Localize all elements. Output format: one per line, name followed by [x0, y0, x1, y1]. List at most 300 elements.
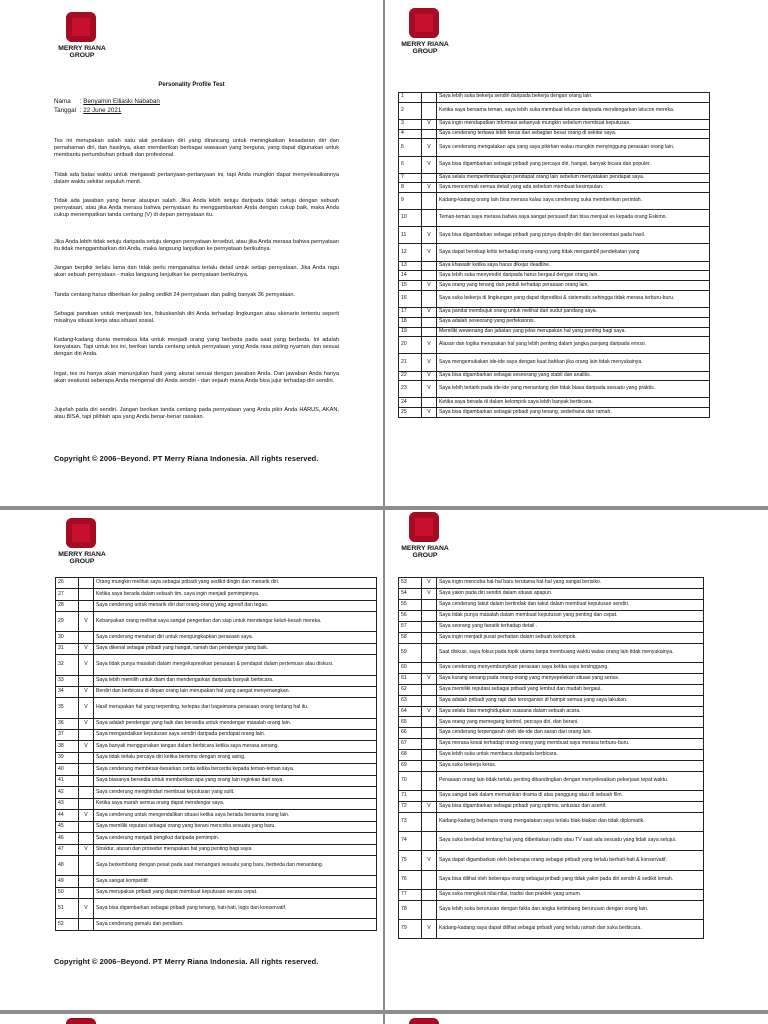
statement-number: 73 — [399, 813, 422, 832]
table-row — [399, 398, 710, 408]
statement-text: Ketika saya bersama teman, saya lebih suka membuat lelucon daripada mendengarkan lelucon mereka. — [437, 102, 710, 119]
date-label: Tanggal — [54, 107, 77, 114]
statement-text: Saya suka bekerja di lingkungan yang dapat diprediksi & sistematis sehingga tidak merasa terburu-buru. — [437, 290, 710, 307]
statement-number: 65 — [399, 717, 422, 728]
statement-text: Saya ingin menjadi pusat perhatian dalam sebuah kelompok. — [437, 632, 704, 643]
statement-number: 46 — [56, 833, 79, 844]
check-mark: V — [422, 119, 437, 129]
check-mark — [422, 728, 437, 739]
statement-number: 75 — [399, 851, 422, 870]
check-mark — [422, 832, 437, 851]
check-mark — [422, 695, 437, 706]
statement-number: 6 — [399, 156, 422, 173]
instruction-paragraph: Ingat, tes ini hanya akan menunjukan hasil yang akurat sesuai dengan jawaban Anda. Dan jawaban Anda hanya akan seakurat seberapa Anda mengenal diri Anda sendiri - dan sejauh mana Anda bisa jujur terhadap diri sendiri. — [54, 371, 339, 385]
statement-text: Alasan dan logika merupakan hal yang lebih penting dalam jangka panjang daripada emosi. — [437, 337, 710, 354]
check-mark — [79, 856, 94, 876]
table-row — [399, 791, 704, 802]
statement-text: Saya bisa digambarkan sebagai seseorang yang stabil dan analitis. — [437, 371, 710, 381]
statement-number: 72 — [399, 802, 422, 813]
statement-number: 67 — [399, 739, 422, 750]
check-mark — [422, 684, 437, 695]
table-row — [399, 851, 704, 870]
statement-number: 23 — [399, 381, 422, 398]
statement-number: 1 — [399, 93, 422, 103]
page-items-1-25 — [385, 0, 768, 506]
statement-text: Saya cenderung pemalu dan pendiam. — [94, 919, 377, 930]
statement-text: Saya lebih suka untuk membaca daripada berbicara. — [437, 750, 704, 761]
statement-text: Saya cenderung takut dalam bertindak dan takut dalam membuat keputusan sendiri. — [437, 599, 704, 610]
instruction-paragraph: Tidak ada jawaban yang benar ataupun salah. Jika Anda lebih setuju daripada tidak setuju dengan sebuah pernyataan, atau jika Anda merasa bahwa pernyataan itu menggambarkan Anda dengan cukup baik, maka Anda cukup menempatkan tanda centang (V) di depan pernyataan itu. — [54, 198, 339, 219]
statement-number: 48 — [56, 856, 79, 876]
statement-text: Saya bisa digambarkan sebagai pribadi yang punya disiplin diri dan berorientasi pada hasil. — [437, 227, 710, 244]
table-row — [399, 761, 704, 772]
table-row — [399, 900, 704, 919]
check-mark: V — [422, 381, 437, 398]
table-row — [56, 729, 377, 740]
check-mark — [422, 398, 437, 408]
statement-text: Teman-teman saya merasa bahwa saya sangat persuasif dan bisa menjual es kepada orang Eskimo. — [437, 210, 710, 227]
statement-number: 28 — [56, 600, 79, 611]
statement-text: Saya lebih suka menyendiri daripada harus bergaul dengan orang lain. — [437, 271, 710, 281]
statement-text: Saya memiliki reputasi sebagai pribadi yang lembut dan mudah bergaul. — [437, 684, 704, 695]
table-row — [56, 655, 377, 675]
instruction-paragraph: Tanda centang harus diberikan ke paling sedikit 24 pernyataan dan paling banyak 36 pernyataan. — [54, 292, 296, 298]
statement-text: Saya merasa kesal terhadap orang-orang yang membuat saya merasa terburu-buru. — [437, 739, 704, 750]
table-row — [399, 621, 704, 632]
table-row — [399, 813, 704, 832]
check-mark: V — [79, 718, 94, 729]
statement-number: 42 — [56, 787, 79, 798]
copyright-text: Copyright © 2006–Beyond. PT Merry Riana Indonesia. All rights reserved. — [54, 454, 319, 463]
company-logo — [52, 518, 112, 574]
instruction-paragraph: Jangan berpikir terlalu lama dan tidak perlu menganalisa terlalu detail untuk setiap pernyataan. Jika Anda ragu akan sebuah pernyataan - maka langsung lanjutkan ke pernyataan berikutnya. — [54, 265, 339, 279]
check-mark — [79, 876, 94, 887]
table-row — [399, 337, 710, 354]
check-mark — [79, 787, 94, 798]
statement-number: 44 — [56, 810, 79, 821]
statement-text: Saya bisa digambarkan sebagai pribadi yang percaya diri, hangat, banyak bicara dan populer. — [437, 156, 710, 173]
statement-text: Saya dikenal sebagai pribadi yang hangat, ramah dan pendengar yang baik. — [94, 643, 377, 654]
table-row — [399, 193, 710, 210]
check-mark: V — [79, 810, 94, 821]
statement-number: 66 — [399, 728, 422, 739]
date-value: 22 June 2021 — [83, 107, 122, 114]
logo-line2: GROUP — [412, 552, 438, 560]
check-mark — [422, 193, 437, 210]
logo-line2: GROUP — [69, 52, 95, 60]
check-mark: V — [79, 612, 94, 632]
instruction-paragraph: Jika Anda lebih tidak setuju daripada setuju dengan pernyataan tersebut, atau jika Anda merasa bahwa pernyataan itu tidak menggambarkan diri Anda, maka langsung lanjutkan ke pernyataan berikutnya. — [54, 239, 339, 253]
table-row — [399, 129, 710, 139]
statement-number: 25 — [399, 408, 422, 418]
table-row — [56, 578, 377, 589]
statement-number: 59 — [399, 643, 422, 662]
table-row — [399, 210, 710, 227]
statement-number: 21 — [399, 354, 422, 371]
instruction-paragraph: Sebagai panduan untuk menjawab tes, fokuskanlah diri Anda terhadap lingkungan atau skenario tertentu seperti misalnya situasi kerja atau situasi sosial. — [54, 311, 339, 325]
check-mark — [79, 675, 94, 686]
statement-number: 55 — [399, 599, 422, 610]
check-mark — [422, 210, 437, 227]
statement-text: Kebanyakan orang melihat saya sangat pengertian dan siap untuk mendengar keluh-kesah mereka. — [94, 612, 377, 632]
statement-text: Saya suka berdebat tentang hal yang diberitakan radio atau TV saat ada sesuatu yang tidak saya setujui. — [437, 832, 704, 851]
check-mark: V — [422, 281, 437, 291]
check-mark — [422, 93, 437, 103]
table-row — [399, 739, 704, 750]
table-row — [399, 381, 710, 398]
check-mark — [79, 764, 94, 775]
table-row — [399, 643, 704, 662]
check-mark: V — [79, 643, 94, 654]
page-title: Personality Profile Test — [158, 82, 225, 88]
statement-number: 70 — [399, 772, 422, 791]
statement-text: Saya bisa digambarkan sebagai pribadi yang tenang, hati-hati, logis dan konservatif. — [94, 899, 377, 919]
statement-number: 11 — [399, 227, 422, 244]
table-row — [399, 632, 704, 643]
table-row — [399, 173, 710, 183]
statement-text: Saya adalah pendengar yang baik dan bersedia untuk mendengar masalah orang lain. — [94, 718, 377, 729]
name-value: Benyamin Elliaski Nababan — [83, 98, 160, 105]
logo-line1: MERRY RIANA — [401, 545, 449, 552]
statement-number: 57 — [399, 621, 422, 632]
statement-number: 60 — [399, 662, 422, 673]
statement-number: 49 — [56, 876, 79, 887]
check-mark: V — [422, 408, 437, 418]
check-mark: V — [422, 578, 437, 589]
check-mark — [79, 752, 94, 763]
statement-text: Saya cenderung menahan diri untuk mengungkapkan perasaan saya. — [94, 632, 377, 643]
statement-text: Saya yakin pada diri sendiri dalam situasi apapun. — [437, 588, 704, 599]
table-row — [399, 93, 710, 103]
table-row — [56, 589, 377, 600]
statement-text: Saya cenderung terpengaruh oleh ide-ide dan saran dari orang lain. — [437, 728, 704, 739]
logo-line1: MERRY RIANA — [401, 41, 449, 48]
check-mark — [422, 102, 437, 119]
statement-text: Saya lebih suka berurusan dengan fakta dan angka ketimbang berurusan dengan orang lain. — [437, 900, 704, 919]
statement-number: 18 — [399, 317, 422, 327]
statement-number: 30 — [56, 632, 79, 643]
statement-text: Saya bisa digambarkan sebagai pribadi yang optimis, antusias dan asertif. — [437, 802, 704, 813]
page-items-53-79 — [385, 510, 768, 1010]
statement-number: 8 — [399, 183, 422, 193]
statement-number: 37 — [56, 729, 79, 740]
statement-number: 35 — [56, 698, 79, 718]
table-row — [399, 408, 710, 418]
logo-mark-icon — [409, 8, 439, 38]
check-mark: V — [422, 354, 437, 371]
statement-number: 13 — [399, 261, 422, 271]
table-row — [399, 695, 704, 706]
check-mark: V — [422, 371, 437, 381]
table-row — [399, 227, 710, 244]
check-mark: V — [422, 706, 437, 717]
statement-number: 52 — [56, 919, 79, 930]
check-mark: V — [79, 899, 94, 919]
copyright-text: Copyright © 2006–Beyond. PT Merry Riana Indonesia. All rights reserved. — [54, 957, 319, 966]
table-row — [399, 728, 704, 739]
statement-number: 41 — [56, 775, 79, 786]
table-row — [399, 371, 710, 381]
table-row — [56, 632, 377, 643]
statement-text: Saya adalah seseorang yang perfeksionis. — [437, 317, 710, 327]
check-mark: V — [422, 919, 437, 938]
statement-number: 9 — [399, 193, 422, 210]
logo-line2: GROUP — [412, 48, 438, 56]
check-mark — [79, 887, 94, 898]
statement-number: 38 — [56, 741, 79, 752]
table-row — [56, 764, 377, 775]
statement-text: Saya pandai membujuk orang untuk melihat dari sudut pandang saya. — [437, 308, 710, 318]
table-row — [399, 317, 710, 327]
table-row — [399, 354, 710, 371]
statement-text: Saya ingin mencoba hal-hal baru terutama hal-hal yang sangat berisiko. — [437, 578, 704, 589]
statement-text: Saya mengemukakan ide-ide saya dengan kuat bahkan jika orang lain tidak menyukainya. — [437, 354, 710, 371]
check-mark — [422, 271, 437, 281]
statement-number: 26 — [56, 578, 79, 589]
statement-text: Saya dapat digambarkan oleh beberapa orang sebagai pribadi yang terlalu berhati-hati & konservatif. — [437, 851, 704, 870]
check-mark — [422, 327, 437, 337]
statement-number: 24 — [399, 398, 422, 408]
table-row — [399, 281, 710, 291]
check-mark — [422, 791, 437, 802]
statement-number: 27 — [56, 589, 79, 600]
statement-number: 7 — [399, 173, 422, 183]
check-mark — [79, 821, 94, 832]
statement-text: Orang mungkin melihat saya sebagai pribadi yang sedikit dingin dan menarik diri. — [94, 578, 377, 589]
table-row — [399, 156, 710, 173]
table-row — [399, 750, 704, 761]
statement-number: 53 — [399, 578, 422, 589]
check-mark — [79, 775, 94, 786]
statement-text: Hasil merupakan hal yang terpenting, terlepas dari bagaimana perasaan orang tentang hal itu. — [94, 698, 377, 718]
check-mark: V — [422, 588, 437, 599]
table-row — [56, 600, 377, 611]
statement-table — [55, 577, 377, 931]
instruction-paragraph: Jujurlah pada diri sendiri. Jangan berikan tanda centang pada pernyataan yang Anda pikir Anda HARUS, AKAN, atau BISA, tapi pilihlah apa yang Anda benar-benar rasakan. — [54, 407, 339, 421]
statement-number: 36 — [56, 718, 79, 729]
statement-number: 74 — [399, 832, 422, 851]
table-row — [56, 919, 377, 930]
check-mark — [422, 317, 437, 327]
check-mark — [422, 261, 437, 271]
check-mark — [79, 632, 94, 643]
check-mark — [79, 578, 94, 589]
check-mark — [422, 813, 437, 832]
statement-text: Saya lebih tertarik pada ide-ide yang menantang dan tidak biasa daripada sesuatu yang praktis. — [437, 381, 710, 398]
table-row — [399, 832, 704, 851]
table-row — [399, 802, 704, 813]
statement-text: Saya adalah pribadi yang rapi dan terorganisir di hampir semua yang saya lakukan. — [437, 695, 704, 706]
check-mark: V — [422, 244, 437, 261]
statement-number: 20 — [399, 337, 422, 354]
statement-text: Perasaan orang lain tidak terlalu penting dibandingkan dengan menyelesaikan pekerjaan tepat waktu. — [437, 772, 704, 791]
statement-number: 40 — [56, 764, 79, 775]
statement-number: 71 — [399, 791, 422, 802]
statement-text: Ketika saya marah semua orang dapat mendengar saya. — [94, 798, 377, 809]
statement-number: 19 — [399, 327, 422, 337]
statement-text: Ketika saya berada di dalam kelompok saya lebih banyak berbicara. — [437, 398, 710, 408]
check-mark: V — [422, 802, 437, 813]
check-mark: V — [422, 183, 437, 193]
check-mark: V — [422, 851, 437, 870]
logo-mark-icon — [66, 518, 96, 548]
statement-text: Saat diskusi, saya fokus pada topik utama tanpa membuang waktu walau orang lain tidak menyukainya. — [437, 643, 704, 662]
check-mark — [422, 750, 437, 761]
statement-text: Saya sangat kompetitif. — [94, 876, 377, 887]
check-mark — [422, 662, 437, 673]
statement-text: Saya memiliki reputasi sebagai orang yang berani mencoba sesuatu yang baru. — [94, 821, 377, 832]
table-row — [399, 673, 704, 684]
statement-number: 43 — [56, 798, 79, 809]
table-row — [56, 686, 377, 697]
statement-number: 56 — [399, 610, 422, 621]
name-label: Nama — [54, 98, 71, 105]
table-row — [56, 887, 377, 898]
table-row — [56, 876, 377, 887]
statement-text: Saya dapat bersikap kritis terhadap orang-orang yang tidak mengambil pendekatan yang — [437, 244, 710, 261]
statement-text: Saya cenderung tertawa lebih keras dari sebagian besar orang di sekitar saya. — [437, 129, 710, 139]
statement-number: 79 — [399, 919, 422, 938]
company-logo — [395, 512, 455, 568]
statement-text: Saya berkembang dengan pesat pada saat menangani sesuatu yang baru, berbeda dan menantang. — [94, 856, 377, 876]
statement-number: 61 — [399, 673, 422, 684]
check-mark: V — [422, 156, 437, 173]
check-mark: V — [79, 698, 94, 718]
check-mark — [79, 919, 94, 930]
table-row — [399, 261, 710, 271]
statement-text: Saya mencermati semua detail yang ada sebelum membuat kesimpulan. — [437, 183, 710, 193]
statement-text: Saya cenderung menjadi pengikut daripada pemimpin. — [94, 833, 377, 844]
check-mark — [79, 833, 94, 844]
table-row — [399, 599, 704, 610]
table-row — [56, 752, 377, 763]
statement-text: Kadang-kadang orang lain bisa merasa kalau saya cenderung suka memberikan perintah. — [437, 193, 710, 210]
logo-line1: MERRY RIANA — [58, 45, 106, 52]
statement-number: 63 — [399, 695, 422, 706]
check-mark: V — [79, 844, 94, 855]
check-mark: V — [79, 686, 94, 697]
check-mark — [422, 739, 437, 750]
table-row — [56, 810, 377, 821]
table-row — [399, 139, 710, 156]
statement-text: Saya cenderung untuk mengendalikan situasi ketika saya berada bersama orang lain. — [94, 810, 377, 821]
statement-number: 69 — [399, 761, 422, 772]
logo-line1: MERRY RIANA — [58, 551, 106, 558]
statement-table — [398, 92, 710, 418]
statement-text: Saya cenderung menyembunyikan perasaan saya ketika saya tersinggung. — [437, 662, 704, 673]
statement-number: 29 — [56, 612, 79, 632]
statement-number: 32 — [56, 655, 79, 675]
company-logo — [395, 8, 455, 64]
table-row — [399, 588, 704, 599]
check-mark — [422, 870, 437, 889]
statement-text: Saya suka bekerja keras. — [437, 761, 704, 772]
company-logo — [52, 12, 112, 68]
table-row — [56, 787, 377, 798]
statement-text: Saya suka mengikuti nilai-nilai, tradisi dan praktek yang umum. — [437, 889, 704, 900]
logo-mark-icon — [66, 12, 96, 42]
table-row — [56, 899, 377, 919]
statement-text: Memiliki wewenang dan jabatan yang jelas merupakan hal yang penting bagi saya. — [437, 327, 710, 337]
statement-number: 77 — [399, 889, 422, 900]
table-row — [56, 798, 377, 809]
check-mark — [422, 632, 437, 643]
statement-text: Saya cenderung mengatakan apa yang saya pikirkan walau mungkin menyinggung perasaan orang lain. — [437, 139, 710, 156]
table-row — [399, 717, 704, 728]
table-row — [56, 741, 377, 752]
table-row — [399, 870, 704, 889]
statement-text: Berdiri dan berbicara di depan orang lain merupakan hal yang sangat menyenangkan. — [94, 686, 377, 697]
statement-text: Saya lebih suka bekerja sendiri daripada bekerja dengan orang lain. — [437, 93, 710, 103]
statement-number: 78 — [399, 900, 422, 919]
statement-number: 12 — [399, 244, 422, 261]
statement-text: Saya mengandalkan keputusan saya sendiri daripada pendapat orang lain. — [94, 729, 377, 740]
statement-number: 68 — [399, 750, 422, 761]
check-mark: V — [422, 673, 437, 684]
table-row — [399, 119, 710, 129]
check-mark: V — [79, 655, 94, 675]
statement-text: Saya selalu bisa menghidupkan suasana dalam sebuah acara. — [437, 706, 704, 717]
check-mark — [422, 643, 437, 662]
statement-text: Saya kurang senang pada orang-orang yang menyepelekan situasi yang serius. — [437, 673, 704, 684]
check-mark — [422, 772, 437, 791]
statement-number: 16 — [399, 290, 422, 307]
check-mark — [422, 717, 437, 728]
table-row — [56, 643, 377, 654]
table-row — [56, 833, 377, 844]
table-row — [56, 844, 377, 855]
statement-text: Kadang-kadang saya dapat dilihat sebagai pribadi yang terlalu ramah dan suka berbicara. — [437, 919, 704, 938]
statement-number: 17 — [399, 308, 422, 318]
check-mark — [79, 600, 94, 611]
statement-number: 4 — [399, 129, 422, 139]
table-row — [399, 662, 704, 673]
statement-number: 3 — [399, 119, 422, 129]
next-page-strip — [0, 1014, 383, 1024]
statement-number: 15 — [399, 281, 422, 291]
logo-mark-icon — [66, 1018, 96, 1024]
instruction-paragraph: Kadang-kadang dunia memaksa kita untuk menjadi orang yang berbeda pada saat yang berbeda. Ini adalah kenyataan. Tapi untuk tes ini, berikan tanda centang untuk pernyataan yang Anda rasa paling nyaman dan sesuai dengan diri Anda. — [54, 337, 339, 358]
check-mark — [79, 589, 94, 600]
logo-mark-icon — [409, 1018, 439, 1024]
statement-table — [398, 577, 704, 939]
statement-text: Ketika saya berada dalam sebuah tim, saya ingin menjadi pemimpinnya. — [94, 589, 377, 600]
statement-number: 5 — [399, 139, 422, 156]
statement-text: Saya biasanya bersedia untuk memberikan apa yang orang lain inginkan dari saya. — [94, 775, 377, 786]
check-mark — [79, 798, 94, 809]
table-row — [399, 919, 704, 938]
check-mark — [422, 900, 437, 919]
statement-number: 33 — [56, 675, 79, 686]
instruction-paragraph: Tes ini merupakan salah satu alat penilaian diri yang dirancang untuk meningkatkan kesadaran diri dan pemahaman diri, dan hasilnya, akan memberikan berbagai wawasan yang berguna, yang dapat digunakan untuk membantu pertumbuhan pribadi dan profesional. — [54, 138, 339, 159]
statement-number: 64 — [399, 706, 422, 717]
table-row — [399, 244, 710, 261]
statement-number: 58 — [399, 632, 422, 643]
statement-number: 34 — [56, 686, 79, 697]
check-mark: V — [79, 741, 94, 752]
statement-text: Saya cenderung untuk menarik diri dari orang-orang yang agresif dan tegas. — [94, 600, 377, 611]
statement-number: 2 — [399, 102, 422, 119]
statement-text: Saya tidak punya masalah dalam mengekspresikan perasaan & pendapat dalam pertemuan atau diskusi. — [94, 655, 377, 675]
check-mark — [79, 729, 94, 740]
statement-number: 22 — [399, 371, 422, 381]
check-mark — [422, 599, 437, 610]
statement-number: 31 — [56, 643, 79, 654]
page-items-26-52 — [0, 510, 383, 1010]
statement-number: 45 — [56, 821, 79, 832]
statement-text: Saya merupakan pribadi yang dapat membuat keputusan secara cepat. — [94, 887, 377, 898]
check-mark: V — [422, 308, 437, 318]
